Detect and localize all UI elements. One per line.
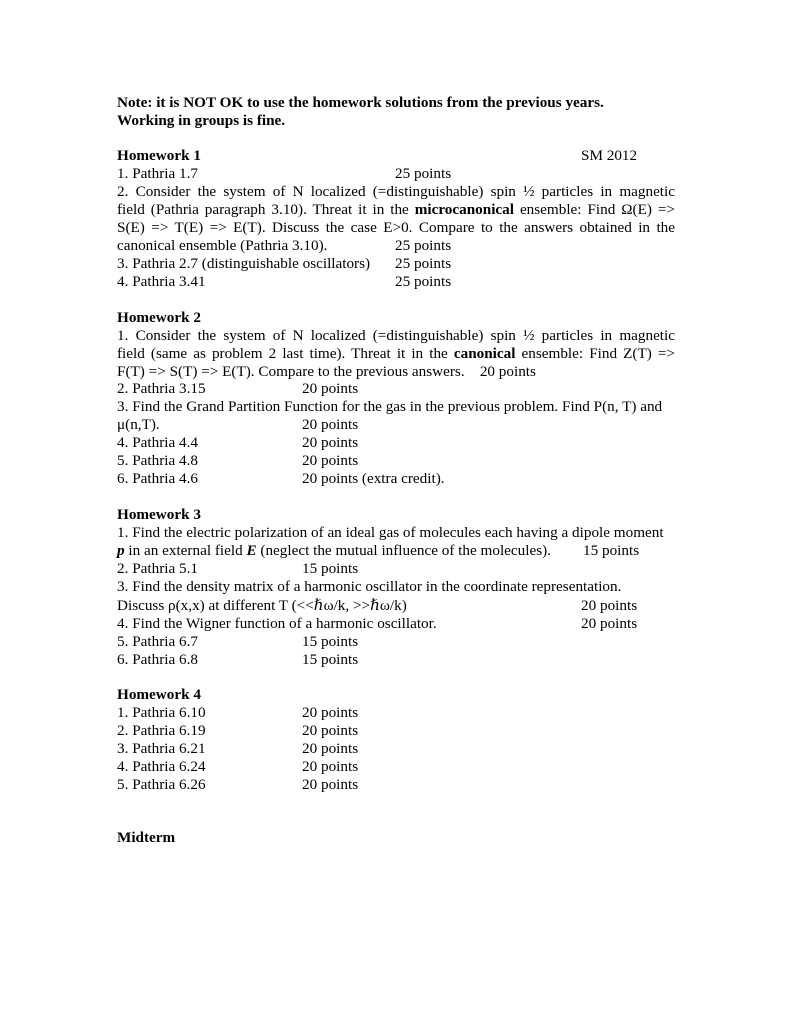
hw3-p3-line-1: 3. Find the density matrix of a harmonic oscillator in the coordinate representation. (117, 578, 622, 595)
note-line-2: Working in groups is fine. (117, 112, 286, 129)
hw3-p1-line-1: 1. Find the electric polarization of an ideal gas of molecules each having a dipole moment (117, 524, 664, 541)
hw3-p4-label: 4. Find the Wigner function of a harmonic oscillator. (117, 615, 437, 632)
hw2-p2-label: 2. Pathria 3.15 (117, 380, 206, 397)
hw4-item-label: 3. Pathria 6.21 (117, 740, 206, 757)
hw2-p1-line-1: 1. Consider the system of N localized (=distinguishable) spin ½ particles in magnetic (117, 327, 675, 344)
hw2-p6-label: 6. Pathria 4.6 (117, 470, 198, 487)
hw3-title: Homework 3 (117, 506, 201, 523)
hw3-p3-points: 20 points (581, 597, 638, 614)
hw1-p4-label: 4. Pathria 3.41 (117, 273, 206, 290)
hw3-p6-label: 6. Pathria 6.8 (117, 651, 198, 668)
hw1-p3-label: 3. Pathria 2.7 (distinguishable oscillators) (117, 255, 371, 272)
hw3-p5-points: 15 points (302, 633, 359, 650)
hw4-title: Homework 4 (117, 686, 201, 703)
hw4-item-label: 5. Pathria 6.26 (117, 776, 206, 793)
hw2-p6-points: 20 points (extra credit). (302, 470, 445, 487)
hw2-p4-label: 4. Pathria 4.4 (117, 434, 198, 451)
hw4-item-label: 2. Pathria 6.19 (117, 722, 206, 739)
hw2-p1-line-3: F(T) => S(T) => E(T). Compare to the previous answers. 20 points (117, 363, 536, 380)
hw4-item-label: 4. Pathria 6.24 (117, 758, 206, 775)
hw3-p2-points: 15 points (302, 560, 359, 577)
hw2-p5-points: 20 points (302, 452, 359, 469)
hw1-p3-points: 25 points (395, 255, 452, 272)
hw2-p4-points: 20 points (302, 434, 359, 451)
hw4-item-points: 20 points (302, 740, 359, 757)
hw3-p4-points: 20 points (581, 615, 638, 632)
hw4-item-points: 20 points (302, 776, 359, 793)
hw4-item-points: 20 points (302, 704, 359, 721)
hw1-p2-line-1: 2. Consider the system of N localized (=distinguishable) spin ½ particles in magnetic (117, 183, 675, 200)
hw3-p3-line-2: Discuss ρ(x,x) at different T (<<ℏω/k, >>ℏω/k) (117, 597, 407, 614)
hw4-item-points: 20 points (302, 722, 359, 739)
hw4-item-points: 20 points (302, 758, 359, 775)
hw2-p3-points: 20 points (302, 416, 359, 433)
hw1-p2-line-3: S(E) => T(E) => E(T). Discuss the case E>0. Compare to the answers obtained in the (117, 219, 675, 236)
hw2-p3-line-2: μ(n,T). (117, 416, 160, 433)
hw3-p6-points: 15 points (302, 651, 359, 668)
midterm-title: Midterm (117, 829, 176, 846)
hw2-p5-label: 5. Pathria 4.8 (117, 452, 198, 469)
hw1-p2-points: 25 points (395, 237, 452, 254)
hw1-p2-line-4: canonical ensemble (Pathria 3.10). (117, 237, 328, 254)
hw3-p2-label: 2. Pathria 5.1 (117, 560, 198, 577)
hw3-p1-line-2: p in an external field E (neglect the mutual influence of the molecules). (117, 542, 551, 559)
hw3-p5-label: 5. Pathria 6.7 (117, 633, 198, 650)
hw2-p1-line-2: field (same as problem 2 last time). Threat it in the canonical ensemble: Find Z(T) => (117, 345, 675, 362)
hw1-p2-line-2: field (Pathria paragraph 3.10). Threat it in the microcanonical ensemble: Find Ω(E) => (117, 201, 675, 218)
hw4-item-label: 1. Pathria 6.10 (117, 704, 206, 721)
note-line-1: Note: it is NOT OK to use the homework solutions from the previous years. (117, 94, 604, 111)
hw1-p4-points: 25 points (395, 273, 452, 290)
hw1-title: Homework 1 (117, 147, 201, 164)
semester-label: SM 2012 (581, 147, 638, 164)
hw2-p2-points: 20 points (302, 380, 359, 397)
hw2-p3-line-1: 3. Find the Grand Partition Function for the gas in the previous problem. Find P(n, T) and (117, 398, 663, 415)
hw2-title: Homework 2 (117, 309, 201, 326)
hw1-p1-points: 25 points (395, 165, 452, 182)
hw1-p1-label: 1. Pathria 1.7 (117, 165, 198, 182)
hw3-p1-points: 15 points (583, 542, 640, 559)
